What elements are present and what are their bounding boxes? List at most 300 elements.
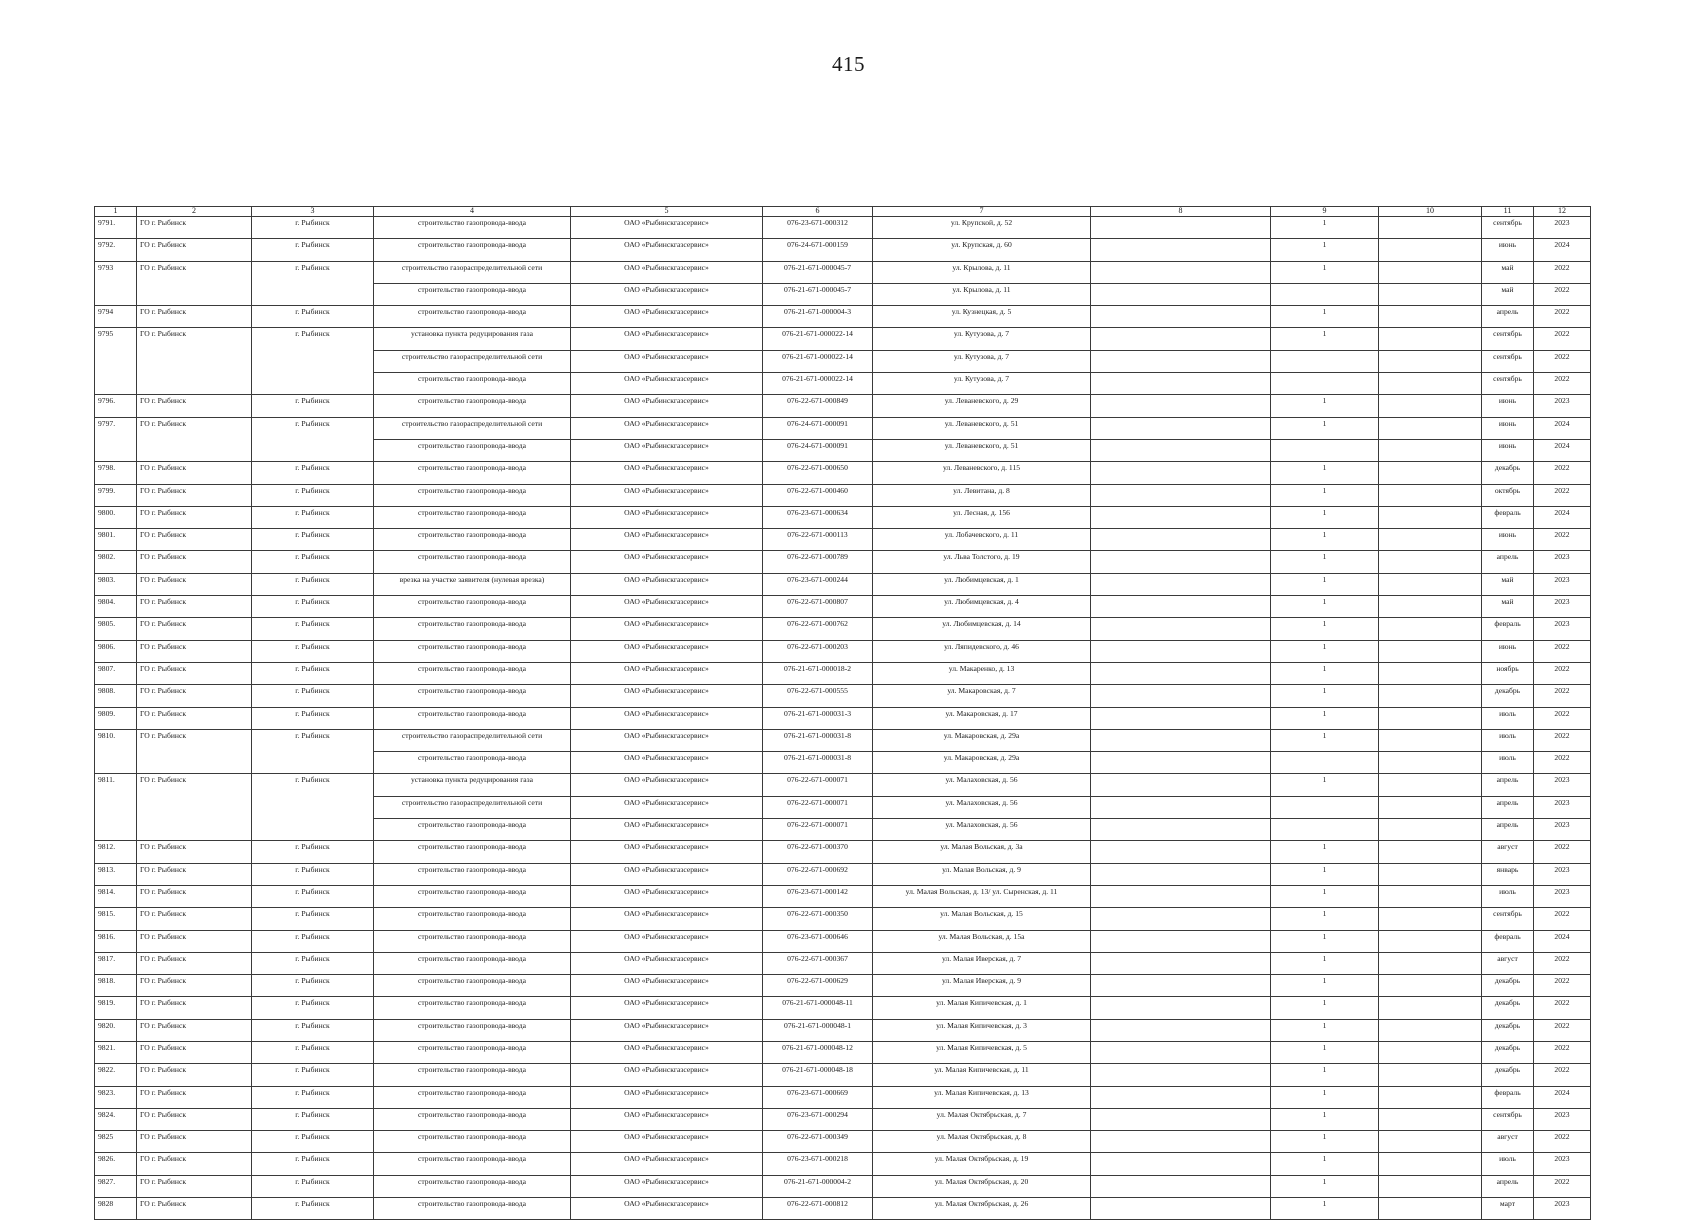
count-cell: 1 [1271,328,1379,350]
code-cell: 076-22-671-000629 [763,975,873,997]
column-8-cell [1091,752,1271,774]
row-number: 9812. [95,841,137,863]
year-cell: 2022 [1534,752,1591,774]
organization-cell: ОАО «Рыбинскгазсервис» [571,640,763,662]
municipality-cell: ГО г. Рыбинск [137,551,252,573]
row-number: 9823. [95,1086,137,1108]
column-8-cell [1091,885,1271,907]
work-type-cell: строительство газопровода-ввода [374,908,571,930]
column-10-cell [1379,1131,1482,1153]
address-cell: ул. Леваневского, д. 51 [873,417,1091,439]
column-10-cell [1379,774,1482,796]
count-cell: 1 [1271,930,1379,952]
municipality-cell: ГО г. Рыбинск [137,328,252,395]
municipality-cell: ГО г. Рыбинск [137,774,252,841]
table-row [95,975,1591,997]
municipality-cell: ГО г. Рыбинск [137,662,252,684]
municipality-cell: ГО г. Рыбинск [137,1064,252,1086]
work-type-cell: строительство газопровода-ввода [374,217,571,239]
code-cell: 076-21-671-000048-12 [763,1041,873,1063]
column-8-cell [1091,796,1271,818]
count-cell: 1 [1271,395,1379,417]
address-cell: ул. Лобачевского, д. 11 [873,529,1091,551]
year-cell: 2023 [1534,1108,1591,1130]
row-number: 9794 [95,306,137,328]
city-cell: г. Рыбинск [252,217,374,239]
address-cell: ул. Крылова, д. 11 [873,283,1091,305]
year-cell: 2022 [1534,283,1591,305]
year-cell: 2022 [1534,462,1591,484]
code-cell: 076-21-671-000022-14 [763,350,873,372]
code-cell: 076-21-671-000004-2 [763,1175,873,1197]
year-cell: 2023 [1534,796,1591,818]
table-row [95,685,1591,707]
table-row [95,529,1591,551]
work-type-cell: строительство газораспределительной сети [374,417,571,439]
column-header-4: 4 [374,207,571,217]
column-8-cell [1091,618,1271,640]
row-number: 9814. [95,885,137,907]
column-10-cell [1379,752,1482,774]
column-10-cell [1379,239,1482,261]
municipality-cell: ГО г. Рыбинск [137,506,252,528]
year-cell: 2022 [1534,1041,1591,1063]
code-cell: 076-22-671-000350 [763,908,873,930]
work-type-cell: строительство газопровода-ввода [374,618,571,640]
month-cell: январь [1482,863,1534,885]
organization-cell: ОАО «Рыбинскгазсервис» [571,729,763,751]
row-number: 9807. [95,662,137,684]
column-10-cell [1379,1153,1482,1175]
code-cell: 076-22-671-000692 [763,863,873,885]
count-cell: 1 [1271,662,1379,684]
column-10-cell [1379,885,1482,907]
column-header-6: 6 [763,207,873,217]
row-number: 9795 [95,328,137,395]
year-cell: 2022 [1534,261,1591,283]
code-cell: 076-21-671-000048-1 [763,1019,873,1041]
row-number: 9800. [95,506,137,528]
municipality-cell: ГО г. Рыбинск [137,573,252,595]
address-cell: ул. Кутузова, д. 7 [873,350,1091,372]
month-cell: сентябрь [1482,217,1534,239]
work-type-cell: строительство газопровода-ввода [374,283,571,305]
month-cell: ноябрь [1482,662,1534,684]
city-cell: г. Рыбинск [252,529,374,551]
table-row [95,261,1591,283]
city-cell: г. Рыбинск [252,484,374,506]
column-10-cell [1379,863,1482,885]
count-cell: 1 [1271,640,1379,662]
code-cell: 076-22-671-000367 [763,952,873,974]
row-number: 9822. [95,1064,137,1086]
address-cell: ул. Малая Кипичевская, д. 1 [873,997,1091,1019]
table-row [95,573,1591,595]
address-cell: ул. Малая Вольская, д. 15а [873,930,1091,952]
municipality-cell: ГО г. Рыбинск [137,930,252,952]
month-cell: февраль [1482,618,1534,640]
column-8-cell [1091,306,1271,328]
code-cell: 076-21-671-000045-7 [763,283,873,305]
organization-cell: ОАО «Рыбинскгазсервис» [571,283,763,305]
table-row [95,908,1591,930]
work-type-cell: строительство газопровода-ввода [374,885,571,907]
column-10-cell [1379,529,1482,551]
column-8-cell [1091,729,1271,751]
municipality-cell: ГО г. Рыбинск [137,596,252,618]
month-cell: июнь [1482,529,1534,551]
column-10-cell [1379,217,1482,239]
table-row [95,885,1591,907]
code-cell: 076-21-671-000022-14 [763,373,873,395]
address-cell: ул. Крылова, д. 11 [873,261,1091,283]
column-header-1: 1 [95,207,137,217]
month-cell: август [1482,952,1534,974]
count-cell: 1 [1271,1108,1379,1130]
column-10-cell [1379,261,1482,283]
table-row [95,774,1591,796]
municipality-cell: ГО г. Рыбинск [137,1108,252,1130]
work-type-cell: строительство газопровода-ввода [374,306,571,328]
month-cell: апрель [1482,306,1534,328]
month-cell: май [1482,596,1534,618]
count-cell: 1 [1271,306,1379,328]
year-cell: 2022 [1534,373,1591,395]
city-cell: г. Рыбинск [252,975,374,997]
code-cell: 076-22-671-000650 [763,462,873,484]
month-cell: декабрь [1482,1041,1534,1063]
year-cell: 2022 [1534,306,1591,328]
month-cell: июнь [1482,640,1534,662]
row-number: 9811. [95,774,137,841]
code-cell: 076-22-671-000071 [763,774,873,796]
row-number: 9815. [95,908,137,930]
month-cell: июль [1482,729,1534,751]
code-cell: 076-23-671-000294 [763,1108,873,1130]
column-10-cell [1379,506,1482,528]
column-header-7: 7 [873,207,1091,217]
work-type-cell: строительство газопровода-ввода [374,439,571,461]
address-cell: ул. Леваневского, д. 29 [873,395,1091,417]
work-type-cell: строительство газопровода-ввода [374,551,571,573]
month-cell: июнь [1482,239,1534,261]
organization-cell: ОАО «Рыбинскгазсервис» [571,863,763,885]
column-8-cell [1091,1019,1271,1041]
address-cell: ул. Малая Октябрьская, д. 26 [873,1198,1091,1220]
year-cell: 2022 [1534,841,1591,863]
column-header-3: 3 [252,207,374,217]
work-type-cell: строительство газопровода-ввода [374,685,571,707]
address-cell: ул. Макаровская, д. 29а [873,752,1091,774]
column-10-cell [1379,640,1482,662]
organization-cell: ОАО «Рыбинскгазсервис» [571,1198,763,1220]
column-8-cell [1091,1153,1271,1175]
month-cell: октябрь [1482,484,1534,506]
month-cell: сентябрь [1482,373,1534,395]
municipality-cell: ГО г. Рыбинск [137,640,252,662]
table-row [95,1019,1591,1041]
month-cell: сентябрь [1482,350,1534,372]
organization-cell: ОАО «Рыбинскгазсервис» [571,774,763,796]
organization-cell: ОАО «Рыбинскгазсервис» [571,484,763,506]
row-number: 9821. [95,1041,137,1063]
work-type-cell: строительство газопровода-ввода [374,975,571,997]
row-number: 9817. [95,952,137,974]
count-cell: 1 [1271,239,1379,261]
organization-cell: ОАО «Рыбинскгазсервис» [571,1175,763,1197]
count-cell: 1 [1271,729,1379,751]
address-cell: ул. Любимцевская, д. 14 [873,618,1091,640]
address-cell: ул. Левитана, д. 8 [873,484,1091,506]
code-cell: 076-24-671-000159 [763,239,873,261]
table-row [95,707,1591,729]
year-cell: 2022 [1534,529,1591,551]
count-cell: 1 [1271,1153,1379,1175]
organization-cell: ОАО «Рыбинскгазсервис» [571,841,763,863]
column-8-cell [1091,373,1271,395]
code-cell: 076-22-671-000113 [763,529,873,551]
month-cell: май [1482,283,1534,305]
row-number: 9819. [95,997,137,1019]
count-cell: 1 [1271,596,1379,618]
month-cell: декабрь [1482,685,1534,707]
count-cell: 1 [1271,841,1379,863]
column-8-cell [1091,952,1271,974]
row-number: 9816. [95,930,137,952]
table-row [95,596,1591,618]
column-10-cell [1379,596,1482,618]
year-cell: 2022 [1534,350,1591,372]
count-cell: 1 [1271,573,1379,595]
year-cell: 2024 [1534,1086,1591,1108]
organization-cell: ОАО «Рыбинскгазсервис» [571,529,763,551]
organization-cell: ОАО «Рыбинскгазсервис» [571,261,763,283]
city-cell: г. Рыбинск [252,1041,374,1063]
column-8-cell [1091,551,1271,573]
row-number: 9799. [95,484,137,506]
organization-cell: ОАО «Рыбинскгазсервис» [571,1019,763,1041]
row-number: 9825 [95,1131,137,1153]
column-8-cell [1091,1198,1271,1220]
code-cell: 076-21-671-000045-7 [763,261,873,283]
city-cell: г. Рыбинск [252,908,374,930]
column-8-cell [1091,685,1271,707]
count-cell [1271,819,1379,841]
code-cell: 076-22-671-000071 [763,819,873,841]
count-cell: 1 [1271,618,1379,640]
column-10-cell [1379,573,1482,595]
organization-cell: ОАО «Рыбинскгазсервис» [571,908,763,930]
table-row [95,462,1591,484]
work-type-cell: строительство газопровода-ввода [374,529,571,551]
code-cell: 076-22-671-000460 [763,484,873,506]
code-cell: 076-22-671-000203 [763,640,873,662]
month-cell: февраль [1482,506,1534,528]
work-type-cell: строительство газопровода-ввода [374,930,571,952]
column-10-cell [1379,484,1482,506]
organization-cell: ОАО «Рыбинскгазсервис» [571,506,763,528]
work-type-cell: врезка на участке заявителя (нулевая врезка) [374,573,571,595]
column-8-cell [1091,640,1271,662]
code-cell: 076-23-671-000669 [763,1086,873,1108]
address-cell: ул. Макаровская, д. 7 [873,685,1091,707]
table-body [95,217,1591,1220]
table-row [95,306,1591,328]
municipality-cell: ГО г. Рыбинск [137,239,252,261]
column-8-cell [1091,239,1271,261]
address-cell: ул. Малая Вольская, д. 3а [873,841,1091,863]
address-cell: ул. Кузнецкая, д. 5 [873,306,1091,328]
year-cell: 2022 [1534,975,1591,997]
year-cell: 2022 [1534,729,1591,751]
organization-cell: ОАО «Рыбинскгазсервис» [571,417,763,439]
organization-cell: ОАО «Рыбинскгазсервис» [571,573,763,595]
row-number: 9818. [95,975,137,997]
table-row [95,1041,1591,1063]
city-cell: г. Рыбинск [252,328,374,395]
column-10-cell [1379,997,1482,1019]
column-10-cell [1379,618,1482,640]
year-cell: 2023 [1534,551,1591,573]
count-cell: 1 [1271,506,1379,528]
column-10-cell [1379,417,1482,439]
column-10-cell [1379,707,1482,729]
column-10-cell [1379,662,1482,684]
column-10-cell [1379,1041,1482,1063]
year-cell: 2024 [1534,439,1591,461]
column-10-cell [1379,1064,1482,1086]
column-header-9: 9 [1271,207,1379,217]
address-cell: ул. Малая Вольская, д. 13/ ул. Сыренская, д. 11 [873,885,1091,907]
organization-cell: ОАО «Рыбинскгазсервис» [571,885,763,907]
column-8-cell [1091,863,1271,885]
address-cell: ул. Ляпидевского, д. 46 [873,640,1091,662]
municipality-cell: ГО г. Рыбинск [137,462,252,484]
row-number: 9824. [95,1108,137,1130]
year-cell: 2024 [1534,239,1591,261]
count-cell: 1 [1271,1131,1379,1153]
code-cell: 076-23-671-000646 [763,930,873,952]
code-cell: 076-22-671-000370 [763,841,873,863]
work-type-cell: строительство газопровода-ввода [374,662,571,684]
code-cell: 076-22-671-000849 [763,395,873,417]
code-cell: 076-22-671-000807 [763,596,873,618]
municipality-cell: ГО г. Рыбинск [137,1019,252,1041]
municipality-cell: ГО г. Рыбинск [137,997,252,1019]
count-cell: 1 [1271,863,1379,885]
row-number: 9810. [95,729,137,774]
city-cell: г. Рыбинск [252,997,374,1019]
table-row [95,417,1591,439]
work-type-cell: строительство газопровода-ввода [374,1198,571,1220]
column-header-11: 11 [1482,207,1534,217]
count-cell: 1 [1271,551,1379,573]
month-cell: февраль [1482,1086,1534,1108]
municipality-cell: ГО г. Рыбинск [137,217,252,239]
month-cell: июль [1482,885,1534,907]
column-header-12: 12 [1534,207,1591,217]
city-cell: г. Рыбинск [252,1175,374,1197]
city-cell: г. Рыбинск [252,462,374,484]
organization-cell: ОАО «Рыбинскгазсервис» [571,1041,763,1063]
row-number: 9793 [95,261,137,306]
year-cell: 2023 [1534,774,1591,796]
work-type-cell: строительство газопровода-ввода [374,239,571,261]
count-cell: 1 [1271,261,1379,283]
count-cell: 1 [1271,908,1379,930]
work-type-cell: строительство газораспределительной сети [374,261,571,283]
address-cell: ул. Малая Вольская, д. 9 [873,863,1091,885]
table-row [95,1064,1591,1086]
organization-cell: ОАО «Рыбинскгазсервис» [571,239,763,261]
column-10-cell [1379,551,1482,573]
table-row [95,841,1591,863]
row-number: 9828 [95,1198,137,1220]
column-header-10: 10 [1379,207,1482,217]
column-8-cell [1091,707,1271,729]
column-8-cell [1091,1175,1271,1197]
address-cell: ул. Малая Иверская, д. 7 [873,952,1091,974]
column-8-cell [1091,462,1271,484]
work-type-cell: строительство газопровода-ввода [374,841,571,863]
municipality-cell: ГО г. Рыбинск [137,529,252,551]
work-type-cell: строительство газопровода-ввода [374,506,571,528]
year-cell: 2023 [1534,573,1591,595]
column-header-5: 5 [571,207,763,217]
city-cell: г. Рыбинск [252,930,374,952]
organization-cell: ОАО «Рыбинскгазсервис» [571,1153,763,1175]
column-8-cell [1091,439,1271,461]
column-8-cell [1091,596,1271,618]
year-cell: 2023 [1534,1198,1591,1220]
month-cell: апрель [1482,774,1534,796]
table-row [95,729,1591,751]
city-cell: г. Рыбинск [252,952,374,974]
month-cell: март [1482,1198,1534,1220]
header-row [95,207,1591,217]
month-cell: декабрь [1482,997,1534,1019]
year-cell: 2022 [1534,997,1591,1019]
count-cell: 1 [1271,885,1379,907]
month-cell: сентябрь [1482,328,1534,350]
column-8-cell [1091,261,1271,283]
municipality-cell: ГО г. Рыбинск [137,1153,252,1175]
address-cell: ул. Любимцевская, д. 1 [873,573,1091,595]
organization-cell: ОАО «Рыбинскгазсервис» [571,1108,763,1130]
municipality-cell: ГО г. Рыбинск [137,975,252,997]
city-cell: г. Рыбинск [252,618,374,640]
month-cell: декабрь [1482,1019,1534,1041]
city-cell: г. Рыбинск [252,395,374,417]
column-8-cell [1091,506,1271,528]
column-10-cell [1379,1019,1482,1041]
month-cell: сентябрь [1482,908,1534,930]
column-8-cell [1091,1108,1271,1130]
month-cell: май [1482,261,1534,283]
organization-cell: ОАО «Рыбинскгазсервис» [571,551,763,573]
table-row [95,1175,1591,1197]
table-header [95,207,1591,217]
column-10-cell [1379,395,1482,417]
column-8-cell [1091,417,1271,439]
address-cell: ул. Кутузова, д. 7 [873,328,1091,350]
column-8-cell [1091,350,1271,372]
month-cell: декабрь [1482,1064,1534,1086]
column-10-cell [1379,1175,1482,1197]
row-number: 9826. [95,1153,137,1175]
column-10-cell [1379,930,1482,952]
municipality-cell: ГО г. Рыбинск [137,1041,252,1063]
